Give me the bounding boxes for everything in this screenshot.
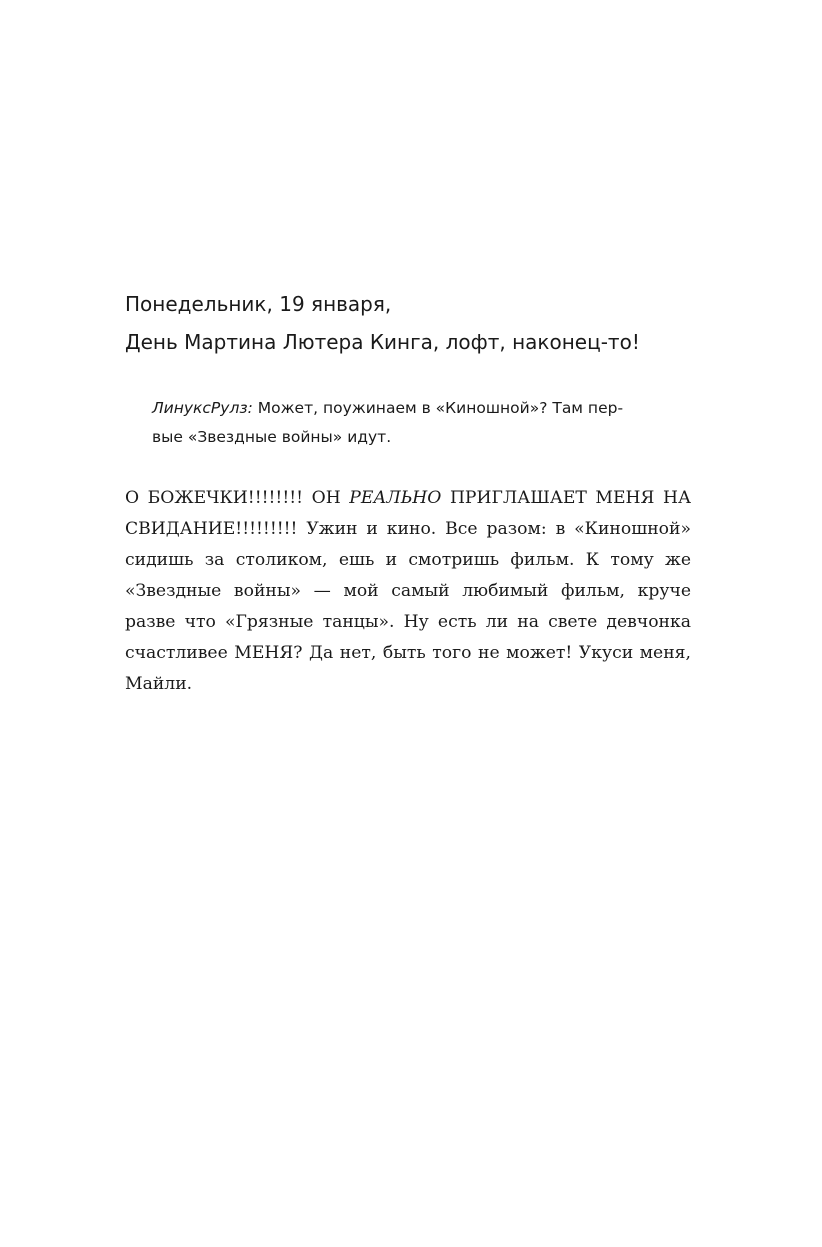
paragraph-text: О БОЖЕЧКИ!!!!!!!! ОН xyxy=(125,488,350,508)
paragraph-line-2: СВИДАНИЕ!!!!!!!!! Ужин и кино. Все разом: в «Киношной» xyxy=(125,519,691,539)
chat-username: ЛинуксРулз: xyxy=(152,399,253,417)
paragraph-line-5: разве что «Грязные танцы». Ну есть ли на свете девчонка xyxy=(125,612,691,632)
entry-date: Понедельник, 19 января, xyxy=(125,292,392,316)
paragraph-line-1 xyxy=(125,483,691,514)
entry-subtitle: День Мартина Лютера Кинга, лофт, наконец-то! xyxy=(125,330,640,354)
paragraph-line-6: счастливее МЕНЯ? Да нет, быть того не может! Укуси меня, xyxy=(125,643,691,663)
emphasis-text: РЕАЛЬНО xyxy=(349,488,442,508)
paragraph-line-3: сидишь за столиком, ешь и смотришь фильм. К тому же xyxy=(125,550,691,570)
entry-heading xyxy=(125,285,725,361)
chat-text-1: Может, поужинаем в «Киношной»? Там пер- xyxy=(252,399,624,417)
chat-line-1 xyxy=(152,394,672,423)
chat-line-2: вые «Звездные войны» идут. xyxy=(152,428,392,446)
paragraph-text: ПРИГЛАШАЕТ МЕНЯ НА xyxy=(441,488,691,508)
paragraph-line-4: «Звездные войны» — мой самый любимый фильм, круче xyxy=(125,581,691,601)
diary-paragraph xyxy=(125,483,691,700)
paragraph-line-7: Майли. xyxy=(125,674,193,694)
chat-message xyxy=(152,394,672,452)
